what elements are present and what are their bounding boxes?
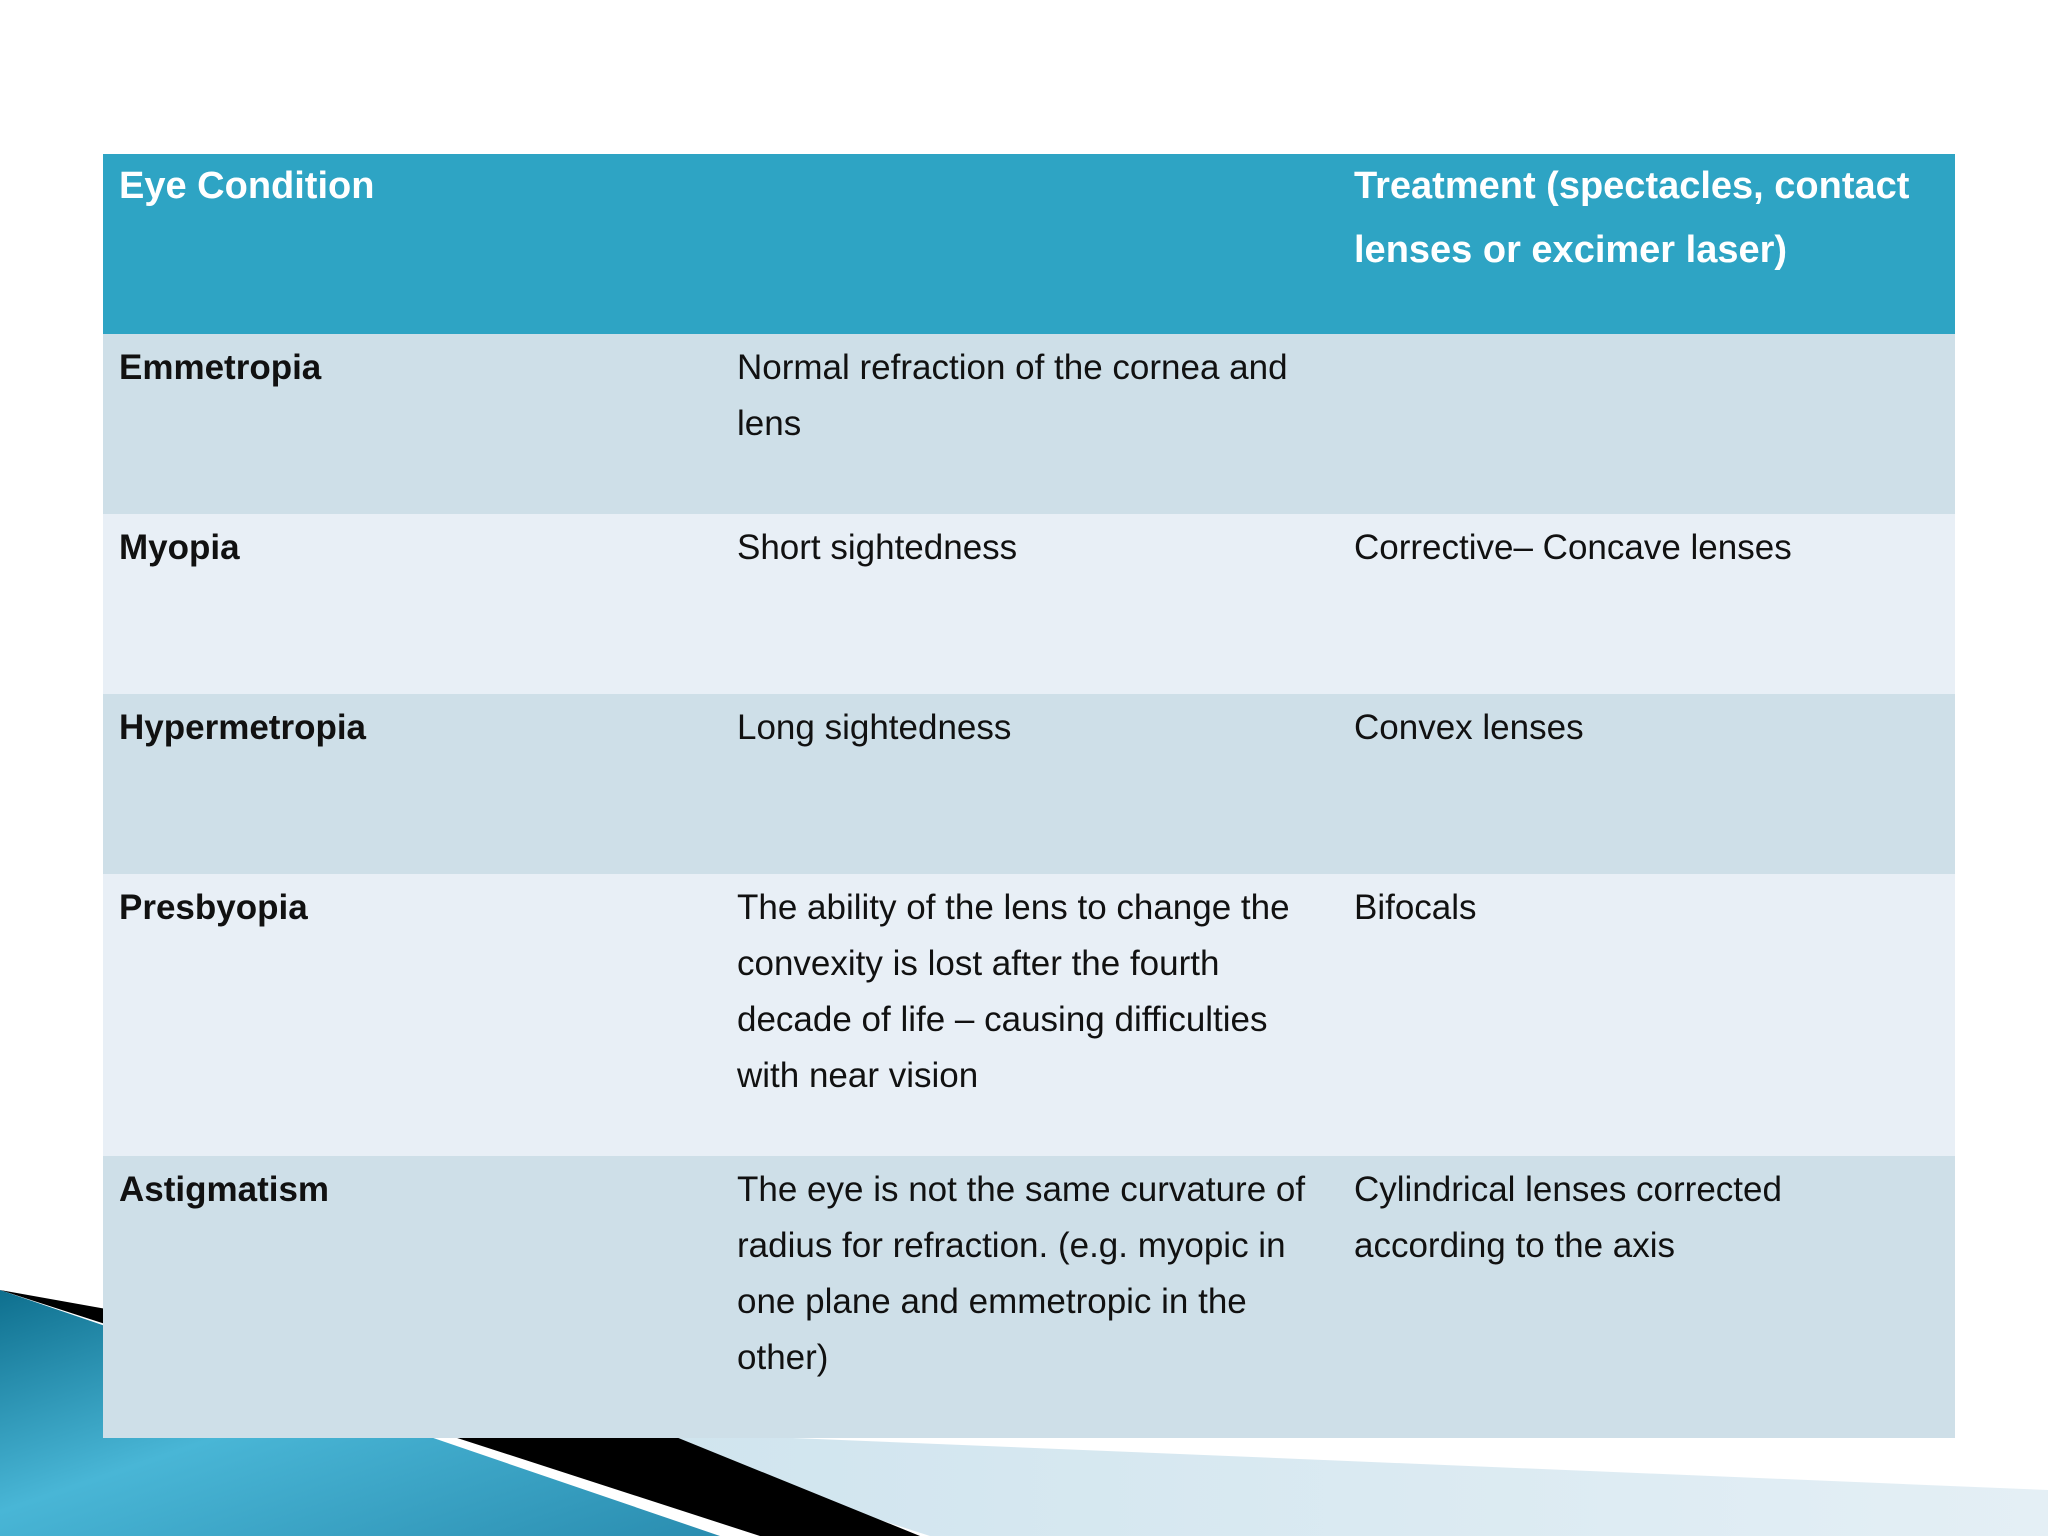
condition-cell: Myopia: [119, 528, 240, 567]
description-cell: The eye is not the same curvature of radius for refraction. (e.g. myopic in one plane and emmetropic in the other): [737, 1170, 1306, 1377]
header-description: [721, 154, 1338, 334]
treatment-cell: Bifocals: [1354, 888, 1477, 927]
description-cell: Short sightedness: [737, 528, 1018, 567]
header-eye-condition: Eye Condition: [119, 165, 375, 207]
header-treatment: Treatment (spectacles, contact lenses or excimer laser): [1354, 165, 1910, 271]
table-row: [103, 694, 1955, 874]
treatment-cell: Corrective– Concave lenses: [1354, 528, 1792, 567]
table-row: [103, 874, 1955, 1156]
treatment-cell: [1338, 334, 1955, 514]
condition-cell: Presbyopia: [119, 888, 308, 927]
condition-cell: Emmetropia: [119, 348, 322, 387]
table-row: [103, 1156, 1955, 1438]
eye-conditions-table: [103, 154, 1955, 1438]
condition-cell: Astigmatism: [119, 1170, 330, 1209]
description-cell: Normal refraction of the cornea and lens: [737, 348, 1288, 443]
table-header-row: [103, 154, 1955, 334]
eye-conditions-table-container: [103, 154, 1955, 1438]
description-cell: Long sightedness: [737, 708, 1012, 747]
description-cell: The ability of the lens to change the convexity is lost after the fourth decade of life – causing difficulties with near vision: [737, 888, 1290, 1095]
condition-cell: Hypermetropia: [119, 708, 367, 747]
table-row: [103, 514, 1955, 694]
treatment-cell: Convex lenses: [1354, 708, 1584, 747]
table-row: [103, 334, 1955, 514]
treatment-cell: Cylindrical lenses corrected according to the axis: [1354, 1170, 1782, 1265]
